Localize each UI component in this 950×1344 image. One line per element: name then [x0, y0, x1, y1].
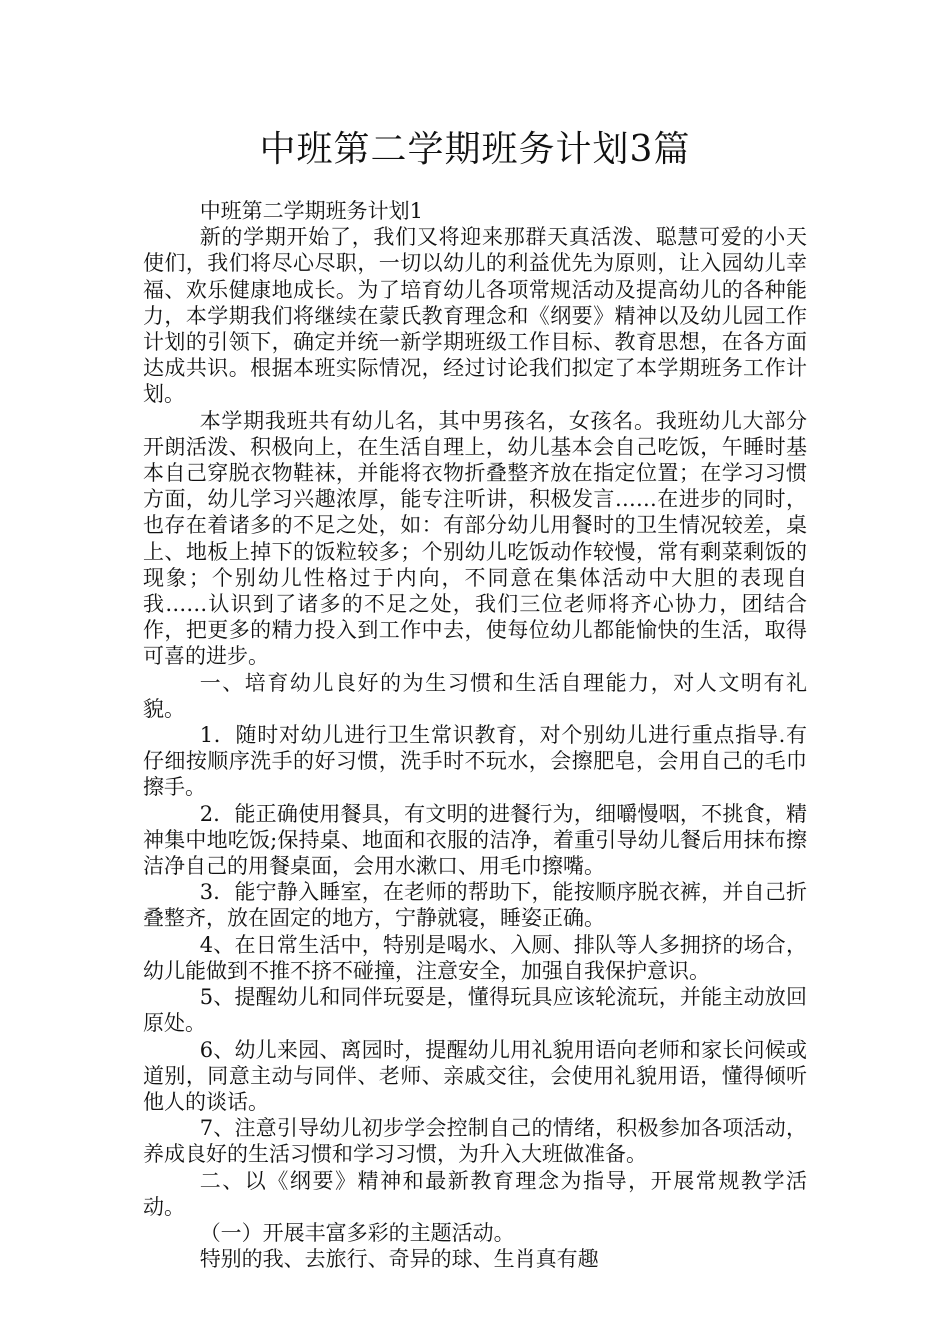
- document-body: [143, 198, 807, 1272]
- section-heading: 一、培育幼儿良好的为生习惯和生活自理能力，对人文明有礼貌。: [143, 670, 807, 721]
- list-item: 7、注意引导幼儿初步学会控制自己的情绪，积极参加各项活动，养成良好的生活习惯和学习习惯，为升入大班做准备。: [143, 1116, 807, 1167]
- document-title: 中班第二学期班务计划3篇: [259, 129, 691, 170]
- list-item: 1．随时对幼儿进行卫生常识教育，对个别幼儿进行重点指导.有仔细按顺序洗手的好习惯，洗手时不玩水，会擦肥皂，会用自己的毛巾擦手。: [143, 723, 807, 800]
- list-item: 5、提醒幼儿和同伴玩耍是，懂得玩具应该轮流玩，并能主动放回原处。: [143, 985, 807, 1036]
- list-item: 6、幼儿来园、离园时，提醒幼儿用礼貌用语向老师和家长问候或道别，同意主动与同伴、老师、亲戚交往，会使用礼貌用语，懂得倾听他人的谈话。: [143, 1037, 807, 1114]
- section-heading: 二、以《纲要》精神和最新教育理念为指导，开展常规教学活动。: [143, 1168, 807, 1219]
- list-item: 2．能正确使用餐具，有文明的进餐行为，细嚼慢咽，不挑食，精神集中地吃饭;保持桌、地面和衣服的洁净，着重引导幼儿餐后用抹布擦洁净自己的用餐桌面，会用水漱口、用毛巾擦嘴。: [143, 801, 807, 879]
- paragraph: 本学期我班共有幼儿名，其中男孩名，女孩名。我班幼儿大部分开朗活泼、积极向上，在生活自理上，幼儿基本会自己吃饭，午睡时基本自己穿脱衣物鞋袜，并能将衣物折叠整齐放在指定位置；在学习习惯方面，幼儿学习兴趣浓厚，能专注听讲，积极发言……在进步的同时，也存在着诸多的不足之处，如：有部分幼儿用餐时的卫生情况较差，桌上、地板上掉下的饭粒较多；个别幼儿吃饭动作较慢，常有剩菜剩饭的现象；个别幼儿性格过于内向，不同意在集体活动中大胆的表现自我……认识到了诸多的不足之处，我们三位老师将齐心协力，团结合作，把更多的精力投入到工作中去，使每位幼儿都能愉快的生活，取得可喜的进步。: [143, 408, 807, 669]
- list-item: 3．能宁静入睡室，在老师的帮助下，能按顺序脱衣裤，并自己折叠整齐，放在固定的地方，宁静就寝，睡姿正确。: [143, 880, 807, 931]
- paragraph: 特别的我、去旅行、奇异的球、生肖真有趣: [199, 1247, 599, 1272]
- paragraph: 新的学期开始了，我们又将迎来那群天真活泼、聪慧可爱的小天使们，我们将尽心尽职，一切以幼儿的利益优先为原则，让入园幼儿幸福、欢乐健康地成长。为了培育幼儿各项常规活动及提高幼儿的各种能力，本学期我们将继续在蒙氏教育理念和《纲要》精神以及幼儿园工作计划的引领下，确定并统一新学期班级工作目标、教育思想，在各方面达成共识。根据本班实际情况，经过讨论我们拟定了本学期班务工作计划。: [143, 225, 807, 407]
- subsection-heading: （一）开展丰富多彩的主题活动。: [199, 1220, 515, 1245]
- paragraph-subtitle: 中班第二学期班务计划1: [199, 199, 424, 223]
- list-item: 4、在日常生活中，特别是喝水、入厕、排队等人多拥挤的场合，幼儿能做到不推不挤不碰撞，注意安全，加强自我保护意识。: [143, 932, 807, 983]
